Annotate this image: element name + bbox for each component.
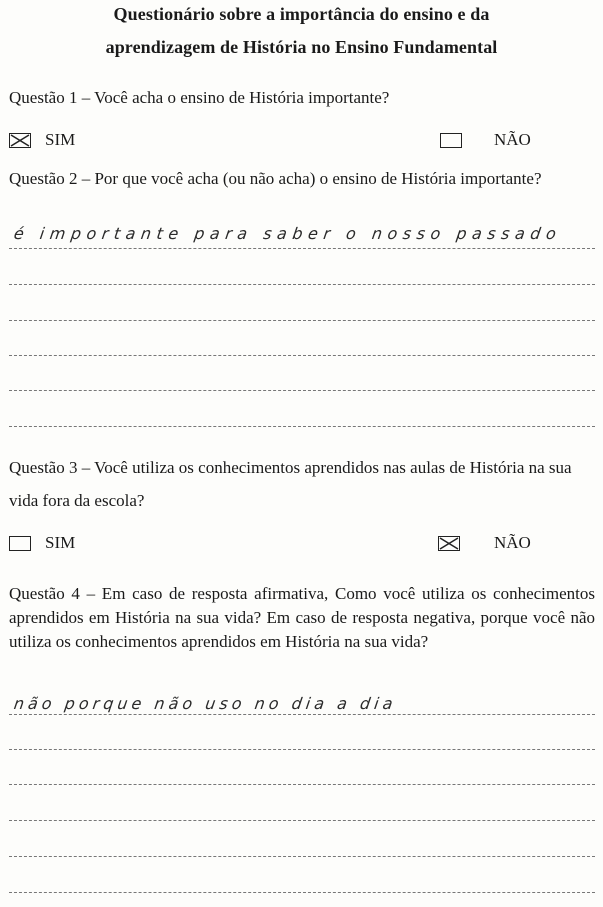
answer-line	[9, 355, 595, 356]
title-line-1: Questionário sobre a importância do ensino e da	[113, 4, 490, 24]
q2-handwritten-answer: é importante para saber o nosso passado	[12, 224, 563, 243]
answer-line	[9, 820, 595, 821]
question-3-text: Questão 3 – Você utiliza os conhecimentos aprendidos nas aulas de História na sua vida fora da escola?	[9, 458, 572, 510]
check-x-icon	[439, 537, 459, 550]
question-2-text: Questão 2 – Por que você acha (ou não acha) o ensino de História importante?	[9, 169, 542, 188]
answer-line	[9, 426, 595, 427]
question-1-text: Questão 1 – Você acha o ensino de História importante?	[9, 88, 390, 107]
q1-no-checkbox[interactable]	[440, 133, 462, 148]
answer-line	[9, 284, 595, 285]
q1-no-label: NÃO	[494, 130, 531, 149]
check-x-icon	[10, 134, 30, 147]
answer-line	[9, 784, 595, 785]
answer-line	[9, 320, 595, 321]
q3-no-label: NÃO	[494, 533, 531, 552]
answer-line	[9, 856, 595, 857]
q3-option-yes[interactable]	[9, 533, 75, 553]
answer-line	[9, 390, 595, 391]
answer-line	[9, 714, 595, 715]
q1-yes-checkbox[interactable]	[9, 133, 31, 148]
answer-line	[9, 892, 595, 893]
q4-handwritten-answer: não porque não uso no dia a dia	[12, 694, 398, 713]
q3-no-checkbox[interactable]	[438, 536, 460, 551]
q1-option-yes[interactable]	[9, 130, 75, 150]
q3-option-no[interactable]	[438, 533, 531, 553]
q3-yes-checkbox[interactable]	[9, 536, 31, 551]
q1-yes-label: SIM	[45, 130, 76, 149]
question-4-text: Questão 4 – Em caso de resposta afirmativa, Como você utiliza os conhecimentos aprendidos em História na sua vida? Em caso de resposta negativa, porque você não utiliza os conhecimentos aprendidos em História na sua vida?	[9, 584, 595, 651]
answer-line	[9, 749, 595, 750]
q3-yes-label: SIM	[45, 533, 76, 552]
title-line-2: aprendizagem de História no Ensino Fundamental	[105, 37, 498, 57]
q1-option-no[interactable]	[440, 130, 531, 150]
answer-line	[9, 248, 595, 249]
